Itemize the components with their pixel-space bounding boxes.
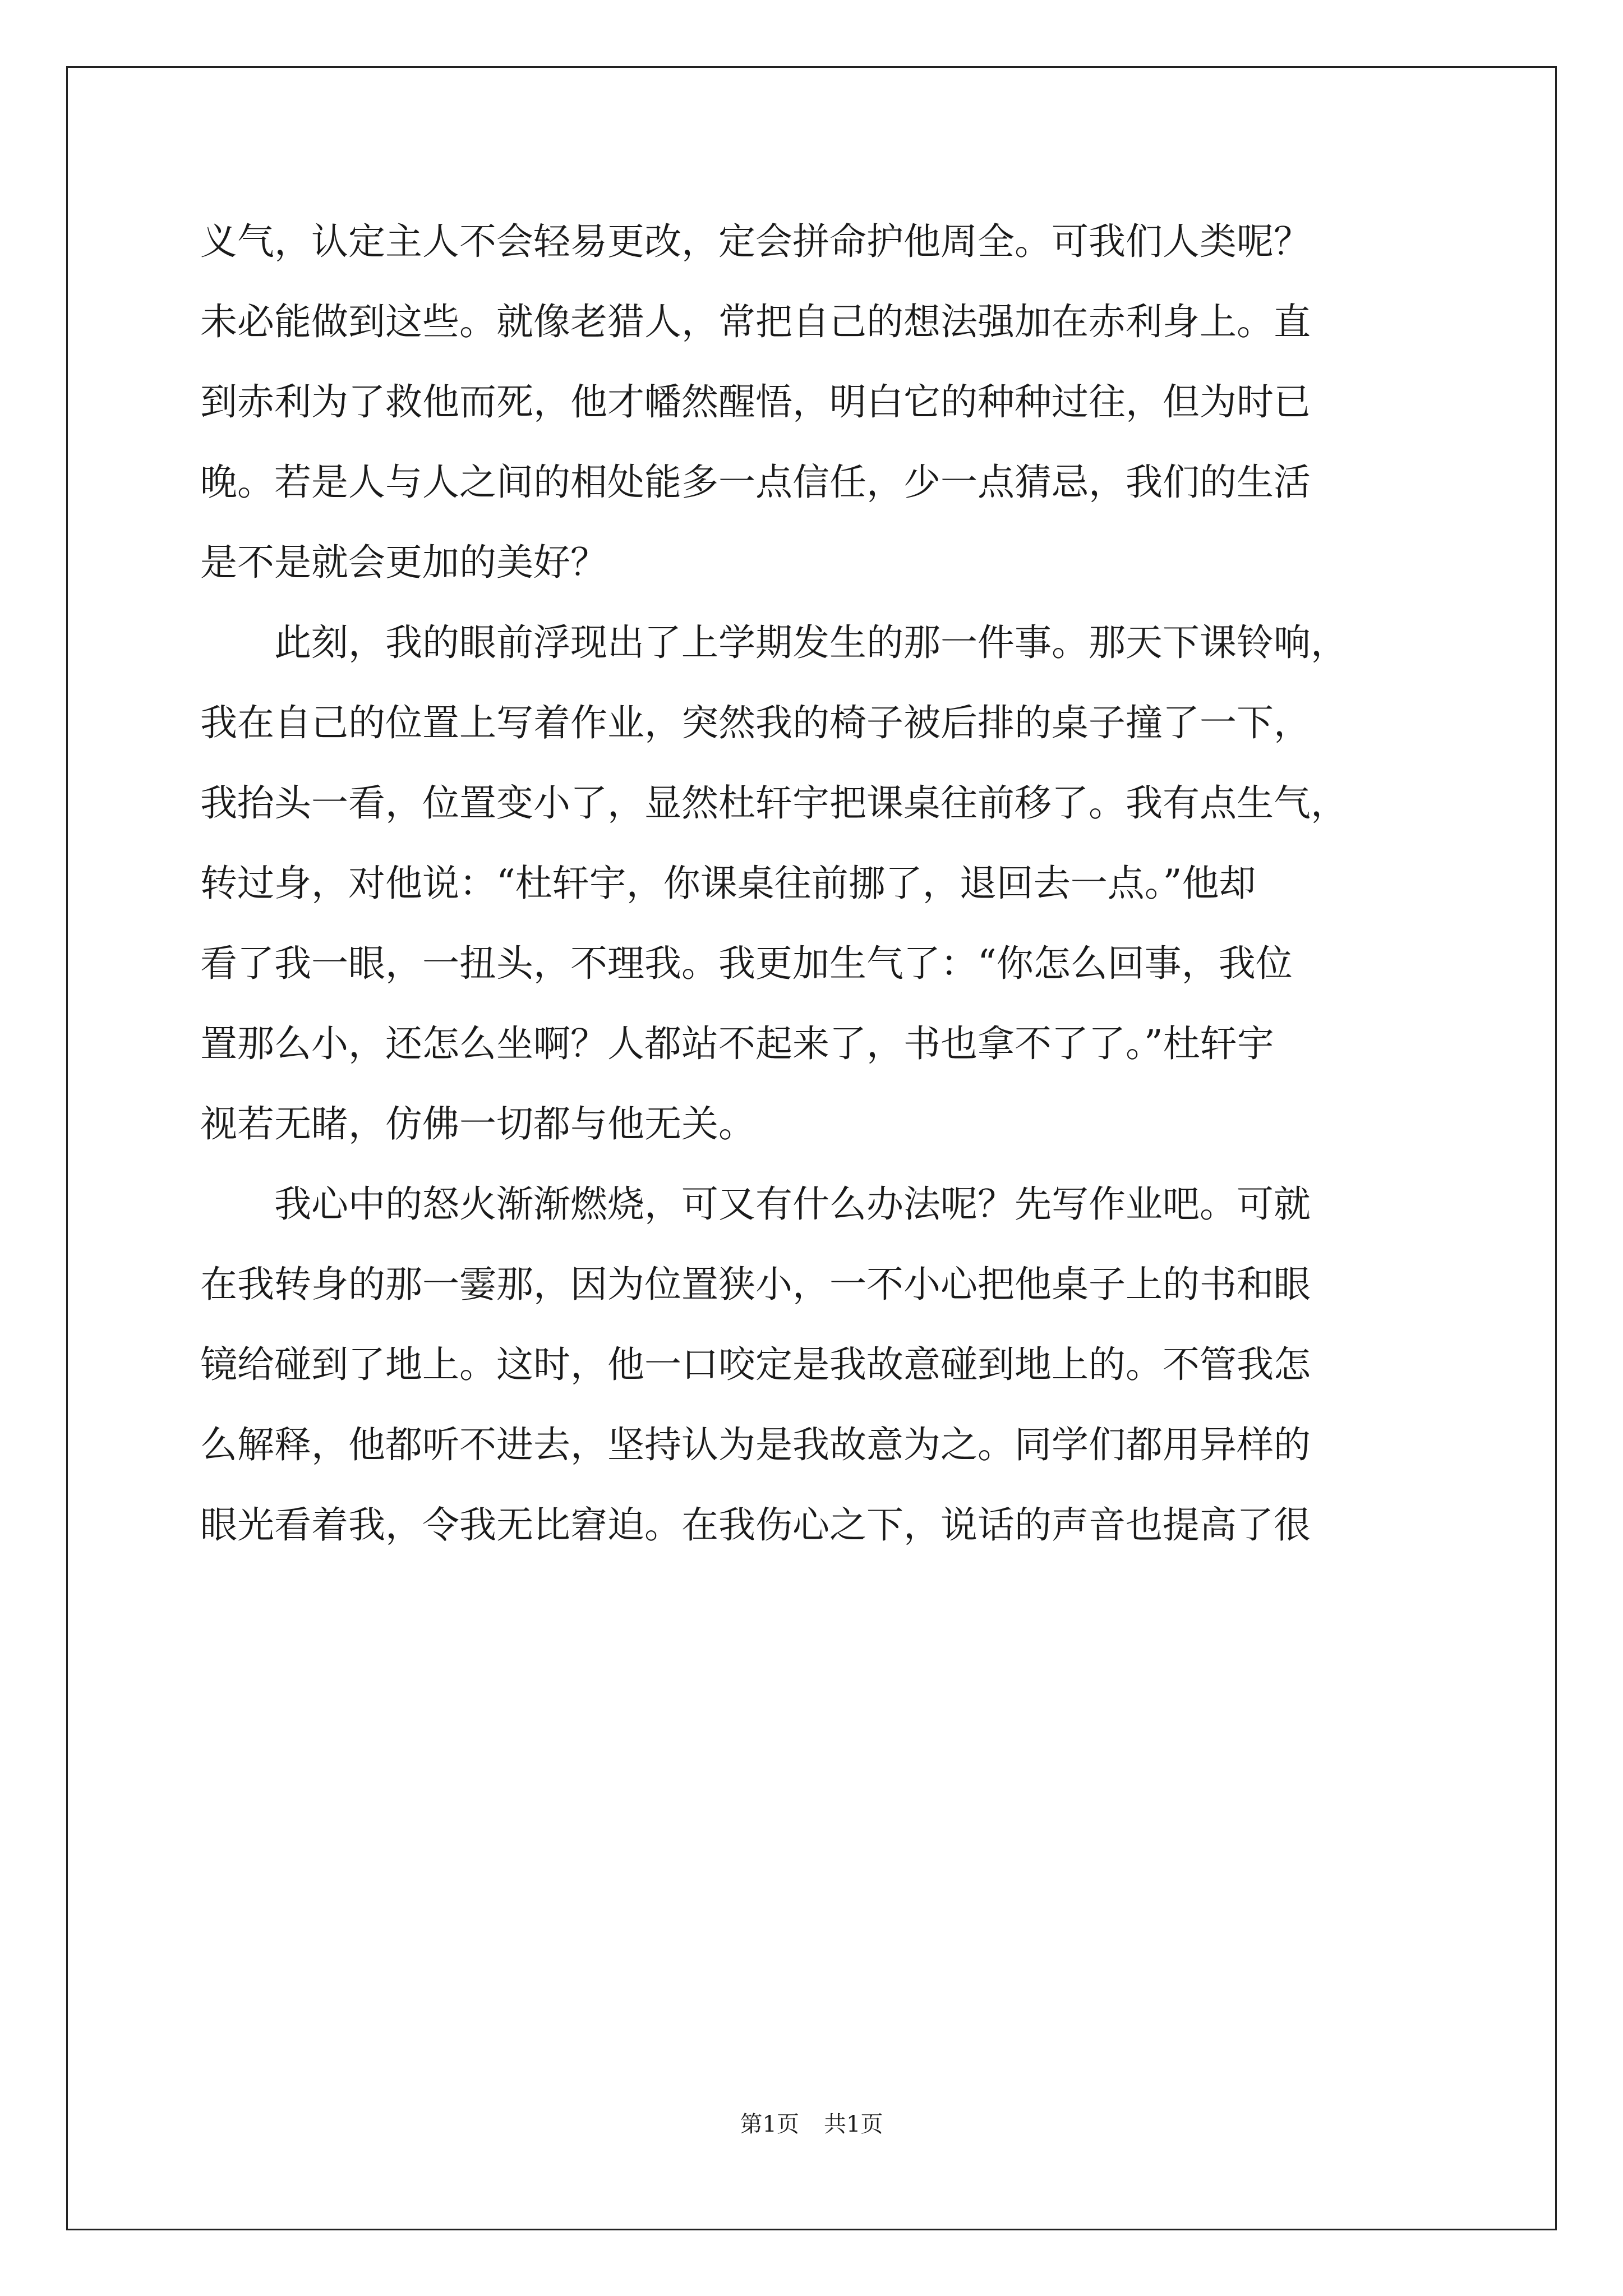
text-line: 此刻，我的眼前浮现出了上学期发生的那一件事。那天下课铃响， (200, 621, 1348, 664)
page-footer (0, 2110, 1623, 2138)
text-line: 看了我一眼，一扭头，不理我。我更加生气了：“你怎么回事，我位 (200, 942, 1293, 985)
text-line: 在我转身的那一霎那，因为位置狭小，一不小心把他桌子上的书和眼 (200, 1263, 1311, 1306)
page-number: 第1页 (740, 2111, 799, 2137)
text-line: 镜给碰到了地上。这时，他一口咬定是我故意碰到地上的。不管我怎 (200, 1343, 1311, 1386)
text-line: 未必能做到这些。就像老猎人，常把自己的想法强加在赤利身上。直 (200, 300, 1311, 343)
text-line: 转过身，对他说：“杜轩宇，你课桌往前挪了，退回去一点。”他却 (200, 862, 1256, 905)
text-line: 么解释，他都听不进去，坚持认为是我故意为之。同学们都用异样的 (200, 1423, 1311, 1466)
page-total: 共1页 (824, 2111, 883, 2137)
text-line: 视若无睹，仿佛一切都与他无关。 (200, 1102, 755, 1145)
text-line: 眼光看着我，令我无比窘迫。在我伤心之下，说话的声音也提高了很 (200, 1503, 1311, 1547)
text-line: 到赤利为了救他而死，他才幡然醒悟，明白它的种种过往，但为时已 (200, 380, 1311, 424)
text-line: 置那么小，还怎么坐啊？人都站不起来了，书也拿不了了。”杜轩宇 (200, 1022, 1274, 1065)
text-line: 我心中的怒火渐渐燃烧，可又有什么办法呢？先写作业吧。可就 (200, 1182, 1311, 1226)
body-text (200, 216, 1434, 1580)
text-line: 是不是就会更加的美好？ (200, 541, 607, 584)
text-line: 晚。若是人与人之间的相处能多一点信任，少一点猜忌，我们的生活 (200, 461, 1311, 504)
text-line: 我抬头一看，位置变小了，显然杜轩宇把课桌往前移了。我有点生气， (200, 781, 1348, 825)
text-line: 我在自己的位置上写着作业，突然我的椅子被后排的桌子撞了一下， (200, 701, 1311, 744)
text-line: 义气，认定主人不会轻易更改，定会拼命护他周全。可我们人类呢？ (200, 220, 1311, 263)
